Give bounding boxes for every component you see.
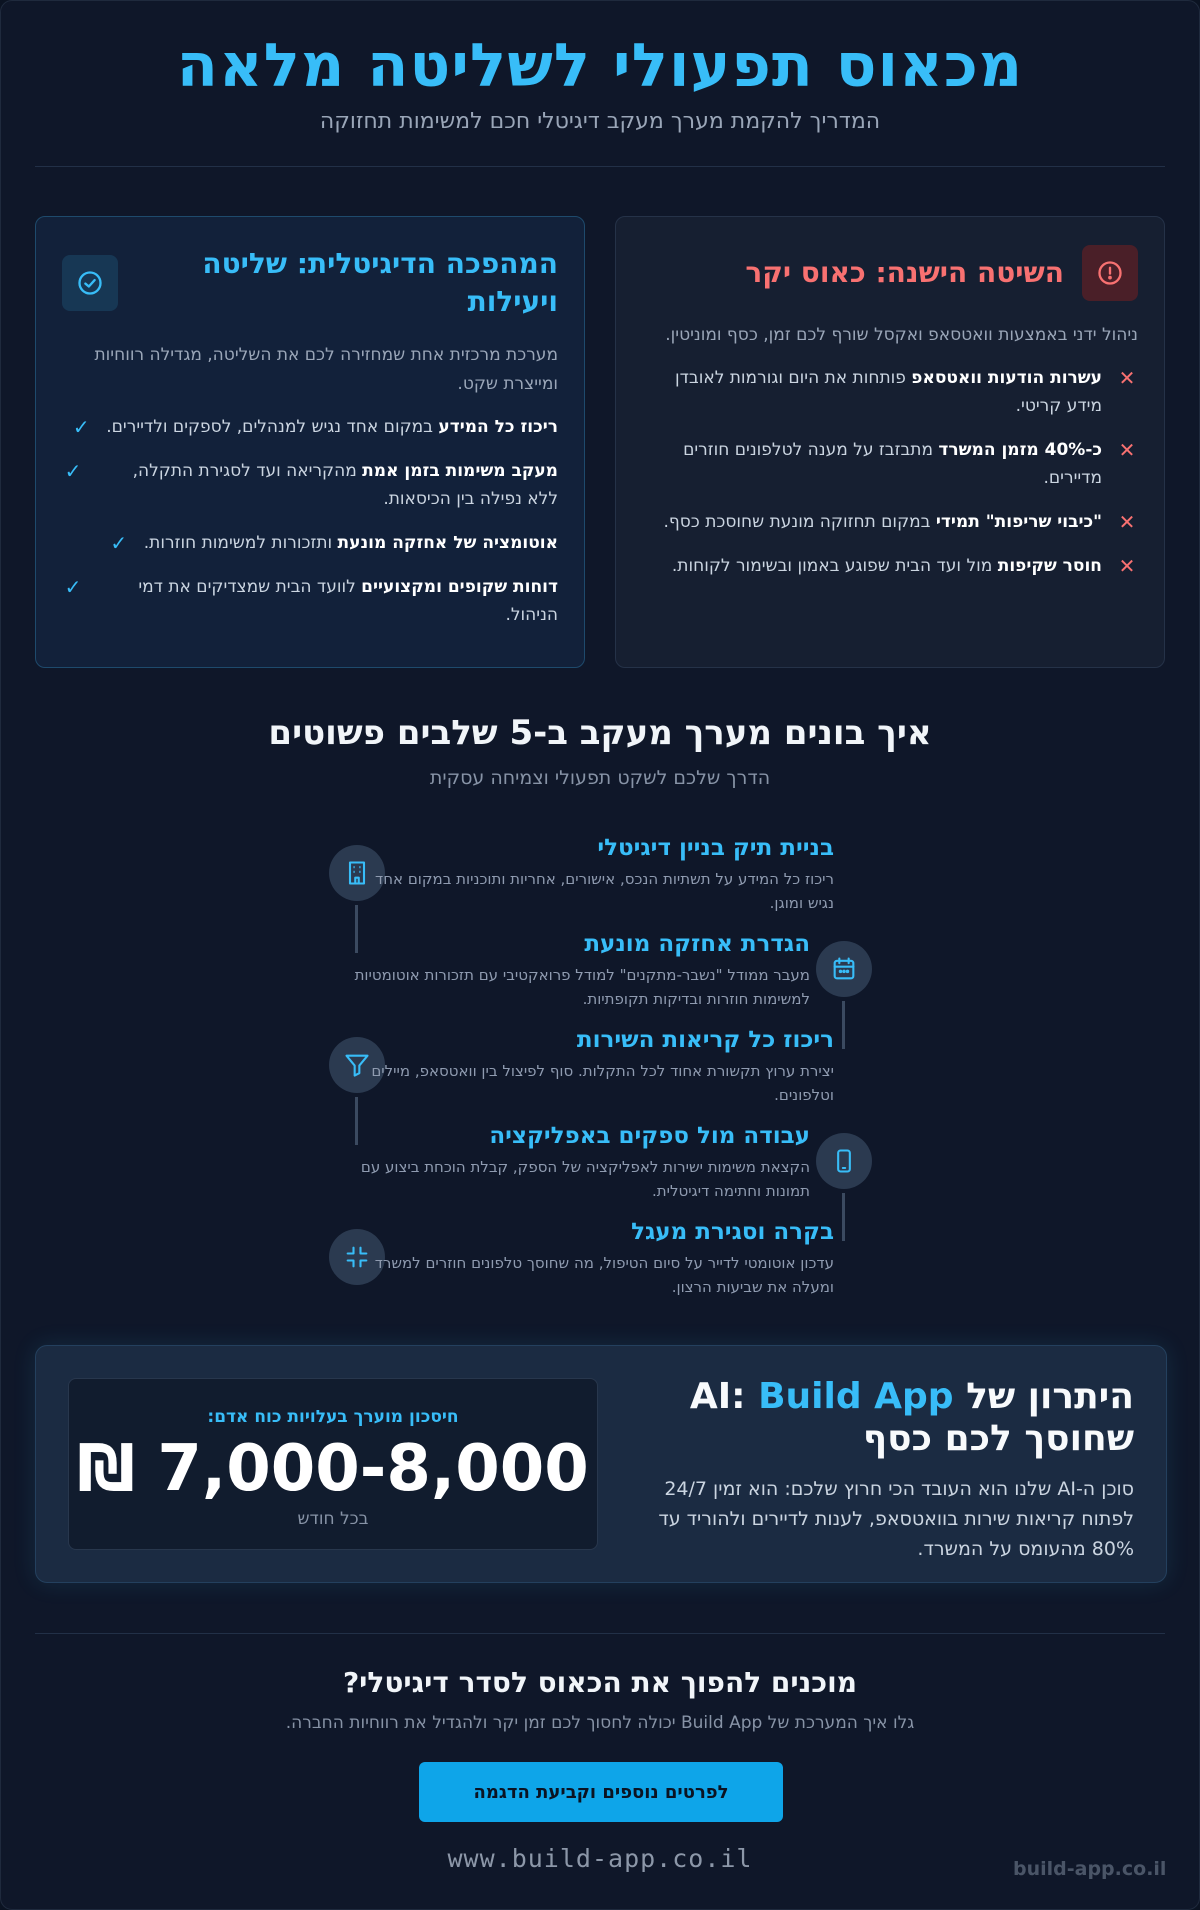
new-method-card [35, 216, 585, 668]
check-mark-icon: ✓ [72, 415, 90, 439]
list-item: ✕ חוסר שקיפות מול ועד הבית שפוגע באמון ובשימור לקוחות. [642, 552, 1138, 580]
list-item: ✕ כ-40% מזמן המשרד מתבזבז על מענה לטלפונים חוזרים מדיירים. [642, 436, 1138, 492]
website-url[interactable]: www.build-app.co.il [447, 1844, 753, 1873]
step-connector [842, 1001, 845, 1049]
steps-title: איך בונים מערך מעקב ב-5 שלבים פשוטים [268, 713, 932, 753]
cta-title: מוכנים להפוך את הכאוס לסדר דיגיטלי? [342, 1666, 858, 1699]
savings-period: בכל חודש [297, 1509, 369, 1529]
x-mark-icon: ✕ [1118, 510, 1136, 534]
x-mark-icon: ✕ [1118, 366, 1136, 390]
old-method-title: השיטה הישנה: כאוס יקר [745, 256, 1064, 289]
book-demo-button[interactable]: לפרטים נוספים וקביעת הדגמה [419, 1762, 783, 1822]
x-mark-icon: ✕ [1118, 554, 1136, 578]
check-mark-icon: ✓ [110, 531, 128, 555]
promo-text [614, 1376, 1134, 1564]
hero-section [1, 1, 1199, 134]
savings-box [68, 1378, 598, 1550]
step-4 [340, 1121, 810, 1203]
list-item: ריכוז כל המידע במקום אחד נגיש למנהלים, לספקים ולדיירים. ✓ [62, 413, 558, 441]
top-divider [35, 166, 1165, 167]
new-method-list [62, 413, 558, 629]
step-description: עדכון אוטומטי לדייר על סיום הטיפול, מה שחוסך טלפונים חוזרים למשרד ומעלה את שביעות הרצון. [374, 1254, 834, 1296]
alert-circle-icon [1082, 245, 1138, 301]
list-item: אוטומציה של אחזקה מונעת ותזכורות למשימות חוזרות. ✓ [62, 529, 558, 557]
old-method-list [642, 364, 1138, 580]
step-connector [842, 1193, 845, 1241]
savings-value: ₪ 7,000-8,000 [77, 1432, 589, 1506]
list-item: ✕ "כיבוי שריפות" תמידי במקום תחזוקה מונעת שחוסכת כסף. [642, 508, 1138, 536]
bottom-divider [35, 1633, 1165, 1634]
new-method-description: מערכת מרכזית אחת שמחזירה לכם את השליטה, מגדילה רווחיות ומייצרת שקט. [94, 345, 558, 394]
check-mark-icon: ✓ [64, 459, 82, 483]
step-description: מעבר ממודל "נשבר-מתקנים" למודל פרואקטיבי עם תזכורות אוטומטיות למשימות חוזרות ובדיקות תקופתיות. [354, 966, 810, 1008]
old-method-card [615, 216, 1165, 668]
list-item: ✕ עשרות הודעות וואטסאפ פותחות את היום וגורמות לאובדן מידע קריטי. [642, 364, 1138, 420]
x-mark-icon: ✕ [1118, 438, 1136, 462]
step-description: יצירת ערוץ תקשורת אחוד לכל התקלות. סוף לפיצול בין וואטסאפ, מיילים וטלפונים. [371, 1062, 834, 1104]
step-title: הגדרת אחזקה מונעת [584, 931, 810, 957]
step-title: עבודה מול ספקים באפליקציה [489, 1123, 810, 1149]
step-2 [340, 929, 810, 1011]
smartphone-icon [816, 1133, 872, 1189]
check-circle-icon [62, 255, 118, 311]
step-title: בניית תיק בניין דיגיטלי [597, 835, 834, 861]
page-title: מכאוס תפעולי לשליטה מלאה [176, 31, 1024, 101]
promo-title: היתרון של AI: Build App שחוסך לכם כסף [689, 1376, 1134, 1459]
step-5 [364, 1217, 834, 1299]
page-subtitle: המדריך להקמת מערך מעקב דיגיטלי חכם למשימות תחזוקה [319, 109, 881, 134]
list-item: מעקב משימות בזמן אמת מהקריאה ועד לסגירת התקלה, ללא נפילה בין הכיסאות. ✓ [62, 457, 558, 513]
calendar-icon [816, 941, 872, 997]
watermark: build-app.co.il [1013, 1858, 1167, 1880]
old-method-header [642, 245, 1138, 301]
steps-subtitle: הדרך שלכם לשקט תפעולי וצמיחה עסקית [429, 767, 771, 789]
ai-promo-panel [35, 1345, 1167, 1583]
step-description: הקצאת משימות ישירות לאפליקציה של הספק, קבלת הוכחת ביצוע עם תמונות וחתימה דיגיטלית. [360, 1158, 810, 1200]
new-method-title: המהפכה הדיגיטלית: שליטה ויעילות [202, 247, 558, 318]
step-description: ריכוז כל המידע על תשתיות הנכס, אישורים, אחריות ותוכניות במקום אחד נגיש ומוגן. [375, 870, 834, 912]
cta-subtitle: גלו איך המערכת של Build App יכולה לחסוך לכם זמן יקר ולהגדיל את רווחיות החברה. [285, 1713, 915, 1733]
new-method-header [62, 245, 558, 321]
list-item: דוחות שקופים ומקצועיים לוועד הבית שמצדיקים את דמי הניהול. ✓ [62, 573, 558, 629]
step-title: ריכוז כל קריאות השירות [576, 1027, 834, 1053]
promo-description: סוכן ה-AI שלנו הוא העובד הכי חרוץ שלכם: הוא זמין 24/7 לפתוח קריאות שירות בוואטסאפ, לענות לדיירים ולהוריד עד 80% מהעומס על המשרד. [658, 1478, 1134, 1560]
savings-label: חיסכון מוערך בעלויות כוח אדם: [207, 1407, 459, 1427]
step-1 [364, 833, 834, 915]
step-3 [364, 1025, 834, 1107]
step-title: בקרה וסגירת מעגל [631, 1219, 834, 1245]
old-method-description: ניהול ידני באמצעות וואטסאפ ואקסל שורף לכם זמן, כסף ומוניטין. [665, 325, 1138, 345]
check-mark-icon: ✓ [64, 575, 82, 599]
brand-name: Build App [758, 1376, 954, 1417]
